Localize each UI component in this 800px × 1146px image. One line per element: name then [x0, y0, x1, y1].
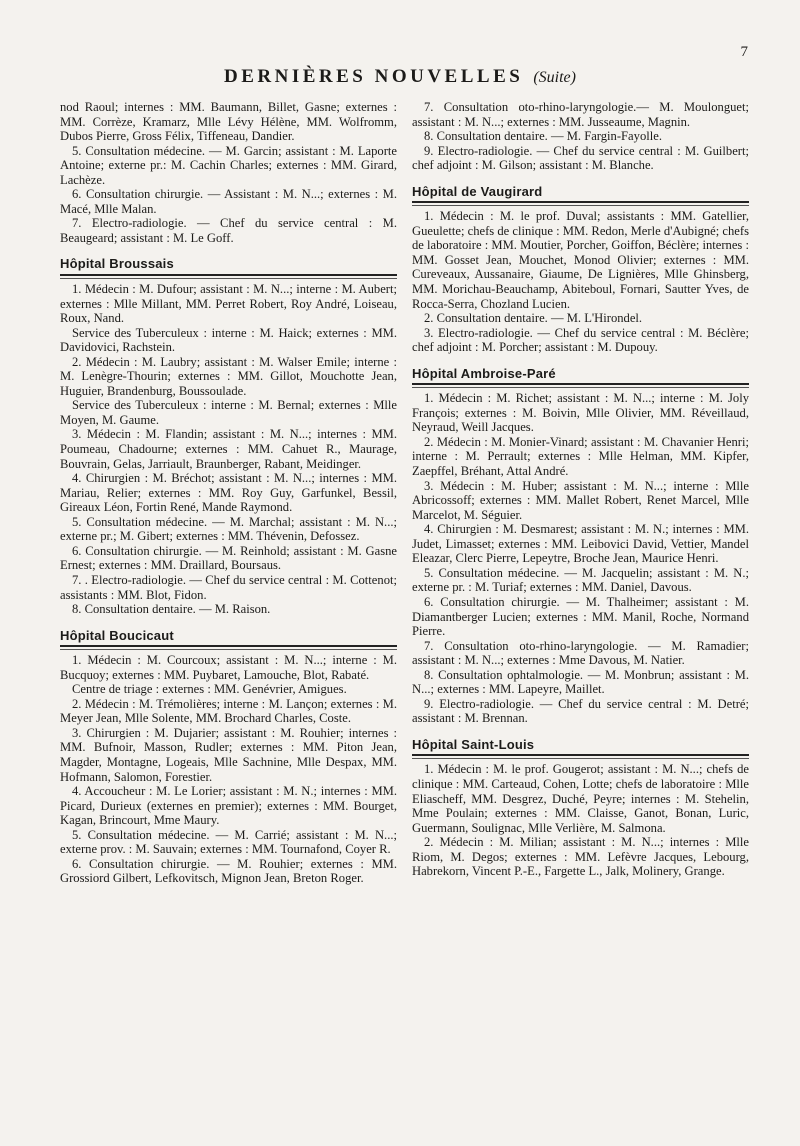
hospital-body [412, 205, 749, 354]
service-paragraph: 3. Médecin : M. Flandin; assistant : M. N...; internes : MM. Poumeau, Chadourne; externes : MM. Cahuet R., Maurage, Bouvrain, Gelas, Jarriault, Braunberger, Rabant, Meidinger. [60, 427, 397, 471]
hospital-heading: Hôpital de Vaugirard [412, 185, 749, 204]
service-paragraph: 2. Médecin : M. Milian; assistant : M. N...; internes : Mlle Riom, M. Degos; externes : MM. Lefèvre Jacques, Lebourg, Habrekorn, Vincent P.-E., Fargette L., Jalk, Molinery, Grange. [412, 835, 749, 879]
service-paragraph: 3. Electro-radiologie. — Chef du service central : M. Béclère; chef adjoint : M. Porcher; assistant : M. Dupouy. [412, 325, 749, 355]
hospital-heading: Hôpital Boucicaut [60, 629, 397, 648]
hospital-section [412, 367, 749, 726]
service-paragraph: 1. Médecin : M. Dufour; assistant : M. N...; interne : M. Aubert; externes : Mlle Millant, MM. Perret Robert, Roy André, Loiseau, Roux, Nand. [60, 282, 397, 326]
service-paragraph: 2. Médecin : M. Monier-Vinard; assistant : M. Chavanier Henri; interne : M. Perrault; externes : Mlle Helman, MM. Kipfer, Zaepffel, Bréhant, Attal André. [412, 434, 749, 479]
hospital-section [412, 185, 749, 355]
service-paragraph: 4. Chirurgien : M. Desmarest; assistant : M. N.; internes : MM. Judet, Limasset; externes : MM. Leibovici David, Vettier, Mandel Eleazar, Clerc Pierre, Lepeytre, Broche Jean, Maurice Henri. [412, 522, 749, 566]
hospital-body [60, 278, 397, 617]
service-paragraph: 5. Consultation médecine. — M. Carrié; assistant : M. N...; externe prov. : M. Sauvain; externes : MM. Tournafond, Coyer R. [60, 827, 397, 857]
hospital-body [60, 649, 397, 886]
page-header [0, 66, 800, 88]
right-column [412, 100, 749, 879]
service-paragraph: 1. Médecin : M. Courcoux; assistant : M. N...; interne : M. Bucquoy; externes : MM. Puybaret, Lamouche, Blot, Rabaté. [60, 653, 397, 682]
intro-paragraph: 7. Consultation oto-rhino-laryngologie.— M. Moulonguet; assistant : M. N...; externes : MM. Jusseaume, Magnin. [412, 100, 749, 129]
left-column [60, 100, 397, 886]
service-paragraph: 2. Médecin : M. Trémolières; interne : M. Lançon; externes : M. Meyer Jean, Mlle Solente, MM. Brochard Charles, Coste. [60, 696, 397, 726]
service-paragraph: 8. Consultation ophtalmologie. — M. Monbrun; assistant : M. N...; externes : MM. Lapeyre, Maillet. [412, 667, 749, 697]
hospital-heading: Hôpital Ambroise-Paré [412, 367, 749, 386]
service-paragraph: 7. . Electro-radiologie. — Chef du service central : M. Cottenot; assistants : MM. Blot, Fidon. [60, 572, 397, 602]
service-paragraph: 1. Médecin : M. Richet; assistant : M. N...; interne : M. Joly François; externes : M. Boivin, Mlle Olivier, MM. Réveillaud, Neyraud, Weill Jacques. [412, 391, 749, 435]
intro-paragraph: 8. Consultation dentaire. — M. Fargin-Fayolle. [424, 129, 662, 144]
service-paragraph: 3. Chirurgien : M. Dujarier; assistant : M. Rouhier; internes : MM. Bufnoir, Masson, Rudler; externes : MM. Piton Jean, Magder, Montagne, Logeais, Mlle Sachnine, Mlle Despax, MM. Hofmann, Salomon, Forestier. [60, 725, 397, 784]
hospital-heading: Hôpital Saint-Louis [412, 738, 749, 757]
hospital-section [412, 738, 749, 879]
service-paragraph: 7. Consultation oto-rhino-laryngologie. — M. Ramadier; assistant : M. N...; externes : Mme Davous, M. Natier. [412, 638, 749, 668]
service-paragraph: 1. Médecin : M. le prof. Duval; assistants : MM. Gatellier, Gueulette; chefs de clinique : MM. Redon, Merle d'Aubigné; chefs de laboratoire : MM. Moutier, Porcher, Goiffon, Béclère; internes : MM. Gosset Jean, Mouchet, Monod Olivier; externes : MM. Cureveaux, Aussanaire, Giaume, De Lignières, Mlle Ghinsberg, MM. Morichau-Beauchamp, Abiteboul, Fornari, Sautter Yves, de Rocca-Serra, Chozland Lucien. [412, 209, 749, 311]
service-paragraph: 2. Médecin : M. Laubry; assistant : M. Walser Emile; interne : M. Lenègre-Thourin; externes : MM. Gillot, Mouchotte Jean, Huguier, Brandenburg, Boussoulade. [60, 354, 397, 398]
service-paragraph: 4. Accoucheur : M. Le Lorier; assistant : M. N.; internes : MM. Picard, Durieux (externes en premier); externes : MM. Bourget, Kagan, Brincourt, Mme Maury. [60, 784, 397, 828]
service-paragraph: 6. Consultation chirurgie. — M. Reinhold; assistant : M. Gasne Ernest; externes : MM. Draillard, Boursaus. [60, 543, 397, 573]
service-paragraph: Centre de triage : externes : MM. Genévrier, Amigues. [72, 682, 347, 697]
service-paragraph: 1. Médecin : M. le prof. Gougerot; assistant : M. N...; chefs de clinique : MM. Carteaud, Cohen, Lotte; chefs de laboratoire : Mlle Eliascheff, MM. Desgrez, Duché, Peyre; internes : M. Stehelin, Mme Poulain; externes : MM. Claisse, Ganot, Bonan, Luric, Guermann, Soulignac, Mlle Verlière, M. Salmona. [412, 762, 749, 835]
service-paragraph: 5. Consultation médecine. — M. Marchal; assistant : M. N...; externe pr.; M. Gibert; externes : MM. Thévenin, Defossez. [60, 514, 397, 544]
hospital-heading: Hôpital Broussais [60, 257, 397, 276]
intro-paragraph: 5. Consultation médecine. — M. Garcin; assistant : M. Laporte Antoine; externe pr.: M. Cachin Charles; externes : MM. Girard, Lachèze. [60, 143, 397, 187]
page-subtitle: (Suite) [533, 69, 576, 86]
intro-paragraph: nod Raoul; internes : MM. Baumann, Billet, Gasne; externes : MM. Corrèze, Kramarz, Mlle Lévy Hélène, MM. Wolfromm, Dubos Pierre, Gross Félix, Tiffeneau, Dandier. [60, 100, 397, 144]
service-paragraph: 6. Consultation chirurgie. — M. Thalheimer; assistant : M. Diamantberger Lucien; externes : MM. Manil, Roche, Normand Pierre. [412, 594, 749, 639]
service-paragraph: 8. Consultation dentaire. — M. Raison. [72, 602, 271, 617]
service-paragraph: Service des Tuberculeux : interne : M. Bernal; externes : Mlle Moyen, M. Gaume. [60, 398, 397, 427]
intro-paragraph: 7. Electro-radiologie. — Chef du service central : M. Beaugeard; assistant : M. Le Goff. [60, 216, 397, 245]
page-number: 7 [740, 44, 748, 60]
service-paragraph: 4. Chirurgien : M. Bréchot; assistant : M. N...; internes : MM. Mariau, Relier; externes : MM. Roy Guy, Garfunkel, Bessil, Gireaux Léon, Fortin René, Mande Raymond. [60, 471, 397, 515]
service-paragraph: 5. Consultation médecine. — M. Jacquelin; assistant : M. N.; externe pr. : M. Turiaf; externes : MM. Daniel, Davous. [412, 565, 749, 595]
hospital-body [412, 758, 749, 878]
intro-paragraph: 6. Consultation chirurgie. — Assistant : M. N...; externes : M. Macé, Mlle Malan. [60, 187, 397, 216]
hospital-section [60, 629, 397, 886]
hospital-section [60, 257, 397, 616]
hospital-body [412, 387, 749, 726]
service-paragraph: 2. Consultation dentaire. — M. L'Hirondel. [424, 311, 643, 326]
page-title: DERNIÈRES NOUVELLES [224, 66, 524, 87]
intro-paragraph: 9. Electro-radiologie. — Chef du service central : M. Guilbert; chef adjoint : M. Gilson; assistant : M. Blanche. [412, 143, 749, 173]
service-paragraph: 6. Consultation chirurgie. — M. Rouhier; externes : MM. Grossiord Gilbert, Lefkovitsch, Mignon Jean, Breton Roger. [60, 856, 397, 886]
service-paragraph: Service des Tuberculeux : interne : M. Haick; externes : MM. Davidovici, Rachstein. [60, 325, 397, 355]
service-paragraph: 3. Médecin : M. Huber; assistant : M. N...; interne : Mlle Abricossoff; externes : MM. Mallet Robert, Renet Marcel, Mlle Marcelot, M. Séguier. [412, 478, 749, 522]
service-paragraph: 9. Electro-radiologie. — Chef du service central : M. Detré; assistant : M. Brennan. [412, 696, 749, 726]
